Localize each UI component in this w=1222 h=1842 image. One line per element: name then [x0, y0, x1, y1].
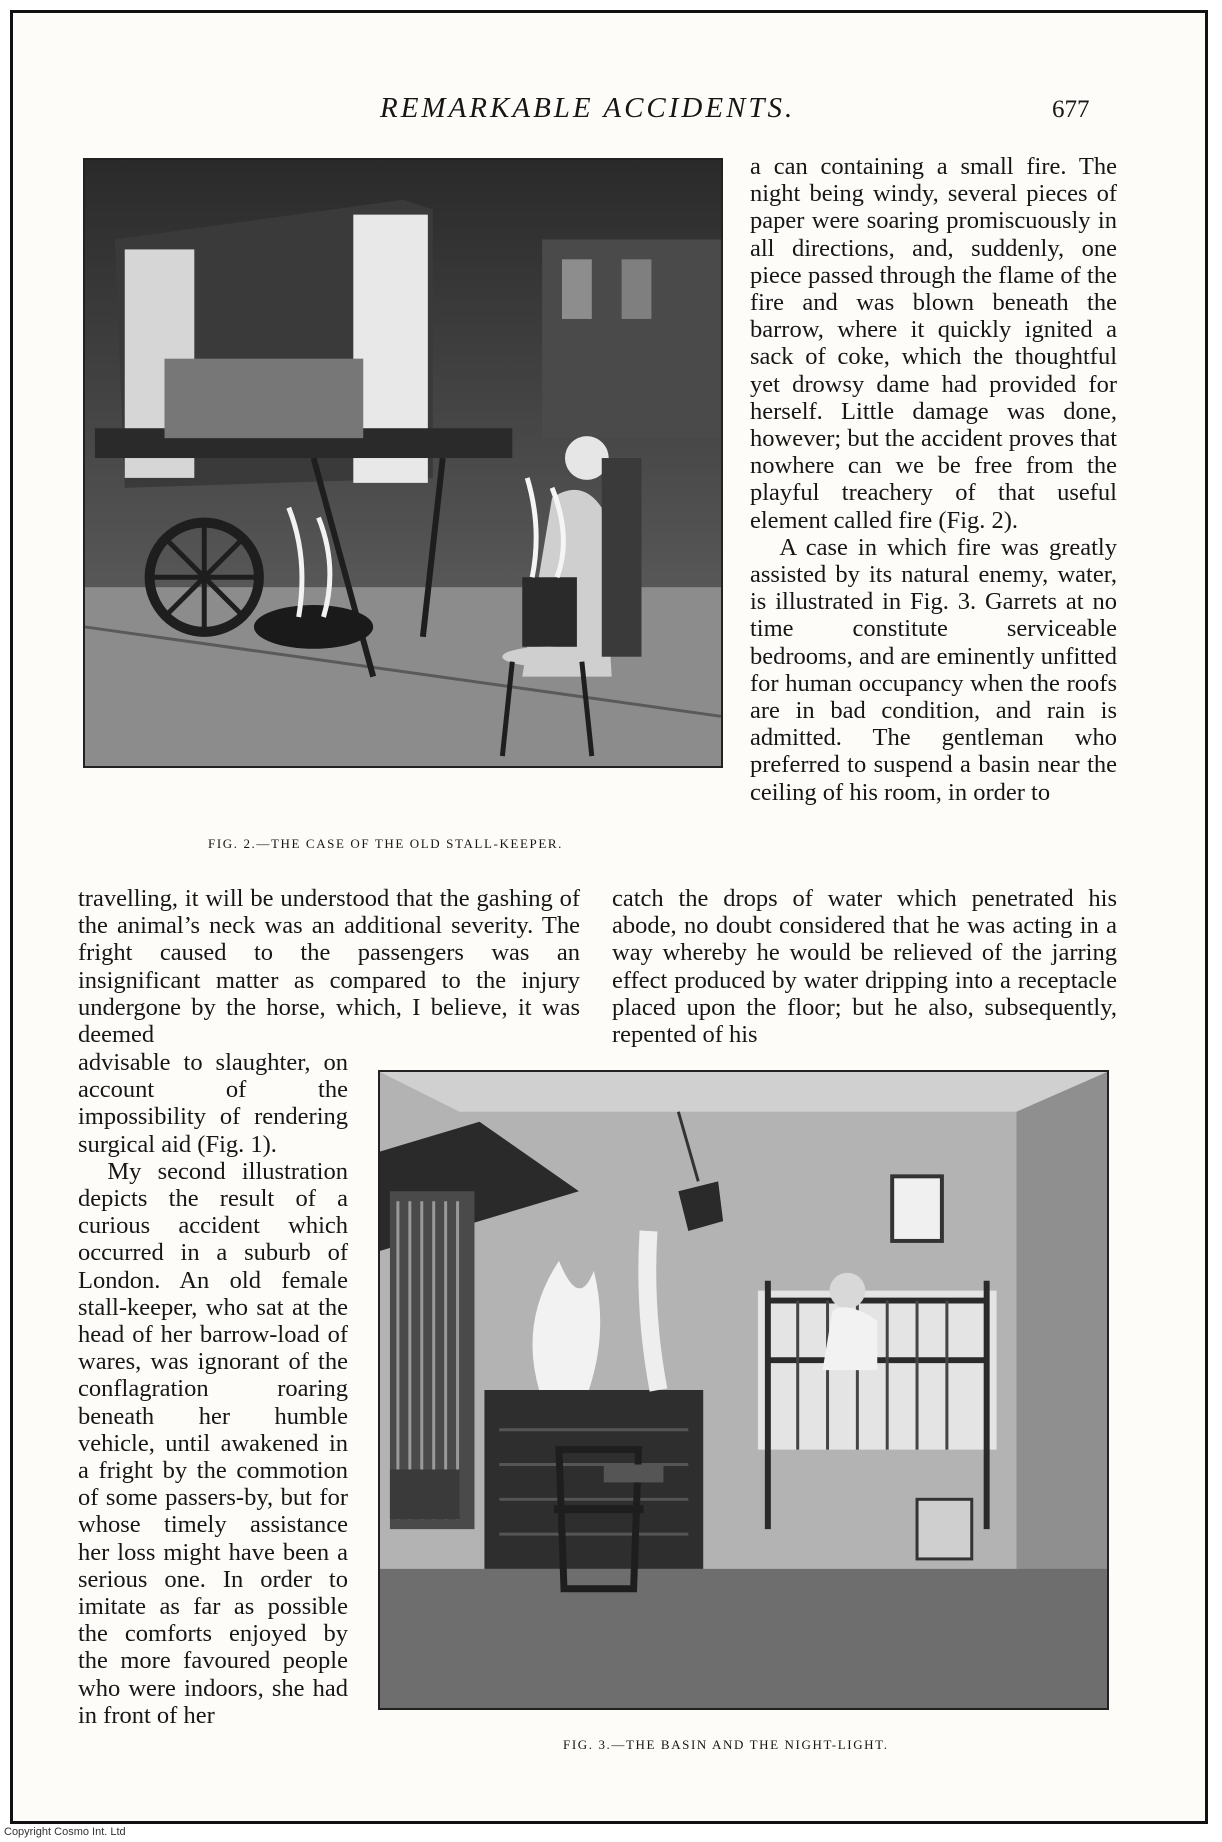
paragraph: travelling, it will be understood that the gashing of the animal’s neck was an additional severity. The fright caused to the passengers was an insignificant matter as compared to the injury undergone by the horse, which, I believe, it was deemed — [78, 885, 580, 1049]
paragraph: A case in which fire was greatly assisted by its natural enemy, water, is illustrated in Fig. 3. Garrets at no time constitute serviceable bedrooms, and are eminently unfitted for human occupancy when the roofs are in bad condition, and rain is admitted. The gentleman who preferred to suspend a basin near the ceiling of his room, in order to — [750, 533, 1117, 806]
figure-2-stall-keeper — [83, 158, 723, 768]
paragraph: a can containing a small fire. The night being windy, several pieces of paper were soaring promiscuously in all directions, and, suddenly, one piece passed through the flame of the fire and was blown beneath the barrow, where it quickly ignited a sack of coke, which the thoughtful yet drowsy dame had provided for herself. Little damage was done, however; but the accident proves that nowhere can we be free from the playful treachery of that useful element called fire (Fig. 2). — [750, 153, 1117, 534]
engraving-stall-keeper-icon — [85, 160, 721, 766]
paragraph: advisable to slaughter, on account of the impossibility of rendering surgical aid (Fig. 1). — [78, 1049, 348, 1158]
left-column-bottom — [78, 1049, 348, 1729]
figure-3-caption: FIG. 3.—THE BASIN AND THE NIGHT-LIGHT. — [563, 1737, 889, 1752]
right-column-mid — [612, 885, 1117, 1048]
paragraph: catch the drops of water which penetrated his abode, no doubt considered that he was acting in a way whereby he would be relieved of the jarring effect produced by water dripping into a receptacle placed upon the floor; but he also, subsequently, repented of his — [612, 885, 1117, 1049]
engraving-bedroom-icon — [380, 1072, 1107, 1708]
right-column-top — [750, 153, 1117, 806]
page-number: 677 — [1052, 96, 1090, 123]
figure-3-basin-night-light — [378, 1070, 1109, 1710]
copyright-notice: Copyright Cosmo Int. Ltd — [4, 1826, 126, 1838]
paragraph: My second illustration depicts the result of a curious accident which occurred in a suburb of London. An old female stall-keeper, who sat at the head of her barrow-load of wares, was ignorant of the conflagration roaring beneath her humble vehicle, until awakened in a fright by the commotion of some passers-by, but for whose timely assistance her loss might have been a serious one. In order to imitate as far as possible the comforts enjoyed by the more favoured people who were indoors, she had in front of her — [78, 1157, 348, 1729]
left-column-mid — [78, 885, 580, 1048]
figure-2-caption: FIG. 2.—THE CASE OF THE OLD STALL-KEEPER. — [208, 836, 564, 851]
running-title: REMARKABLE ACCIDENTS. — [380, 92, 796, 124]
